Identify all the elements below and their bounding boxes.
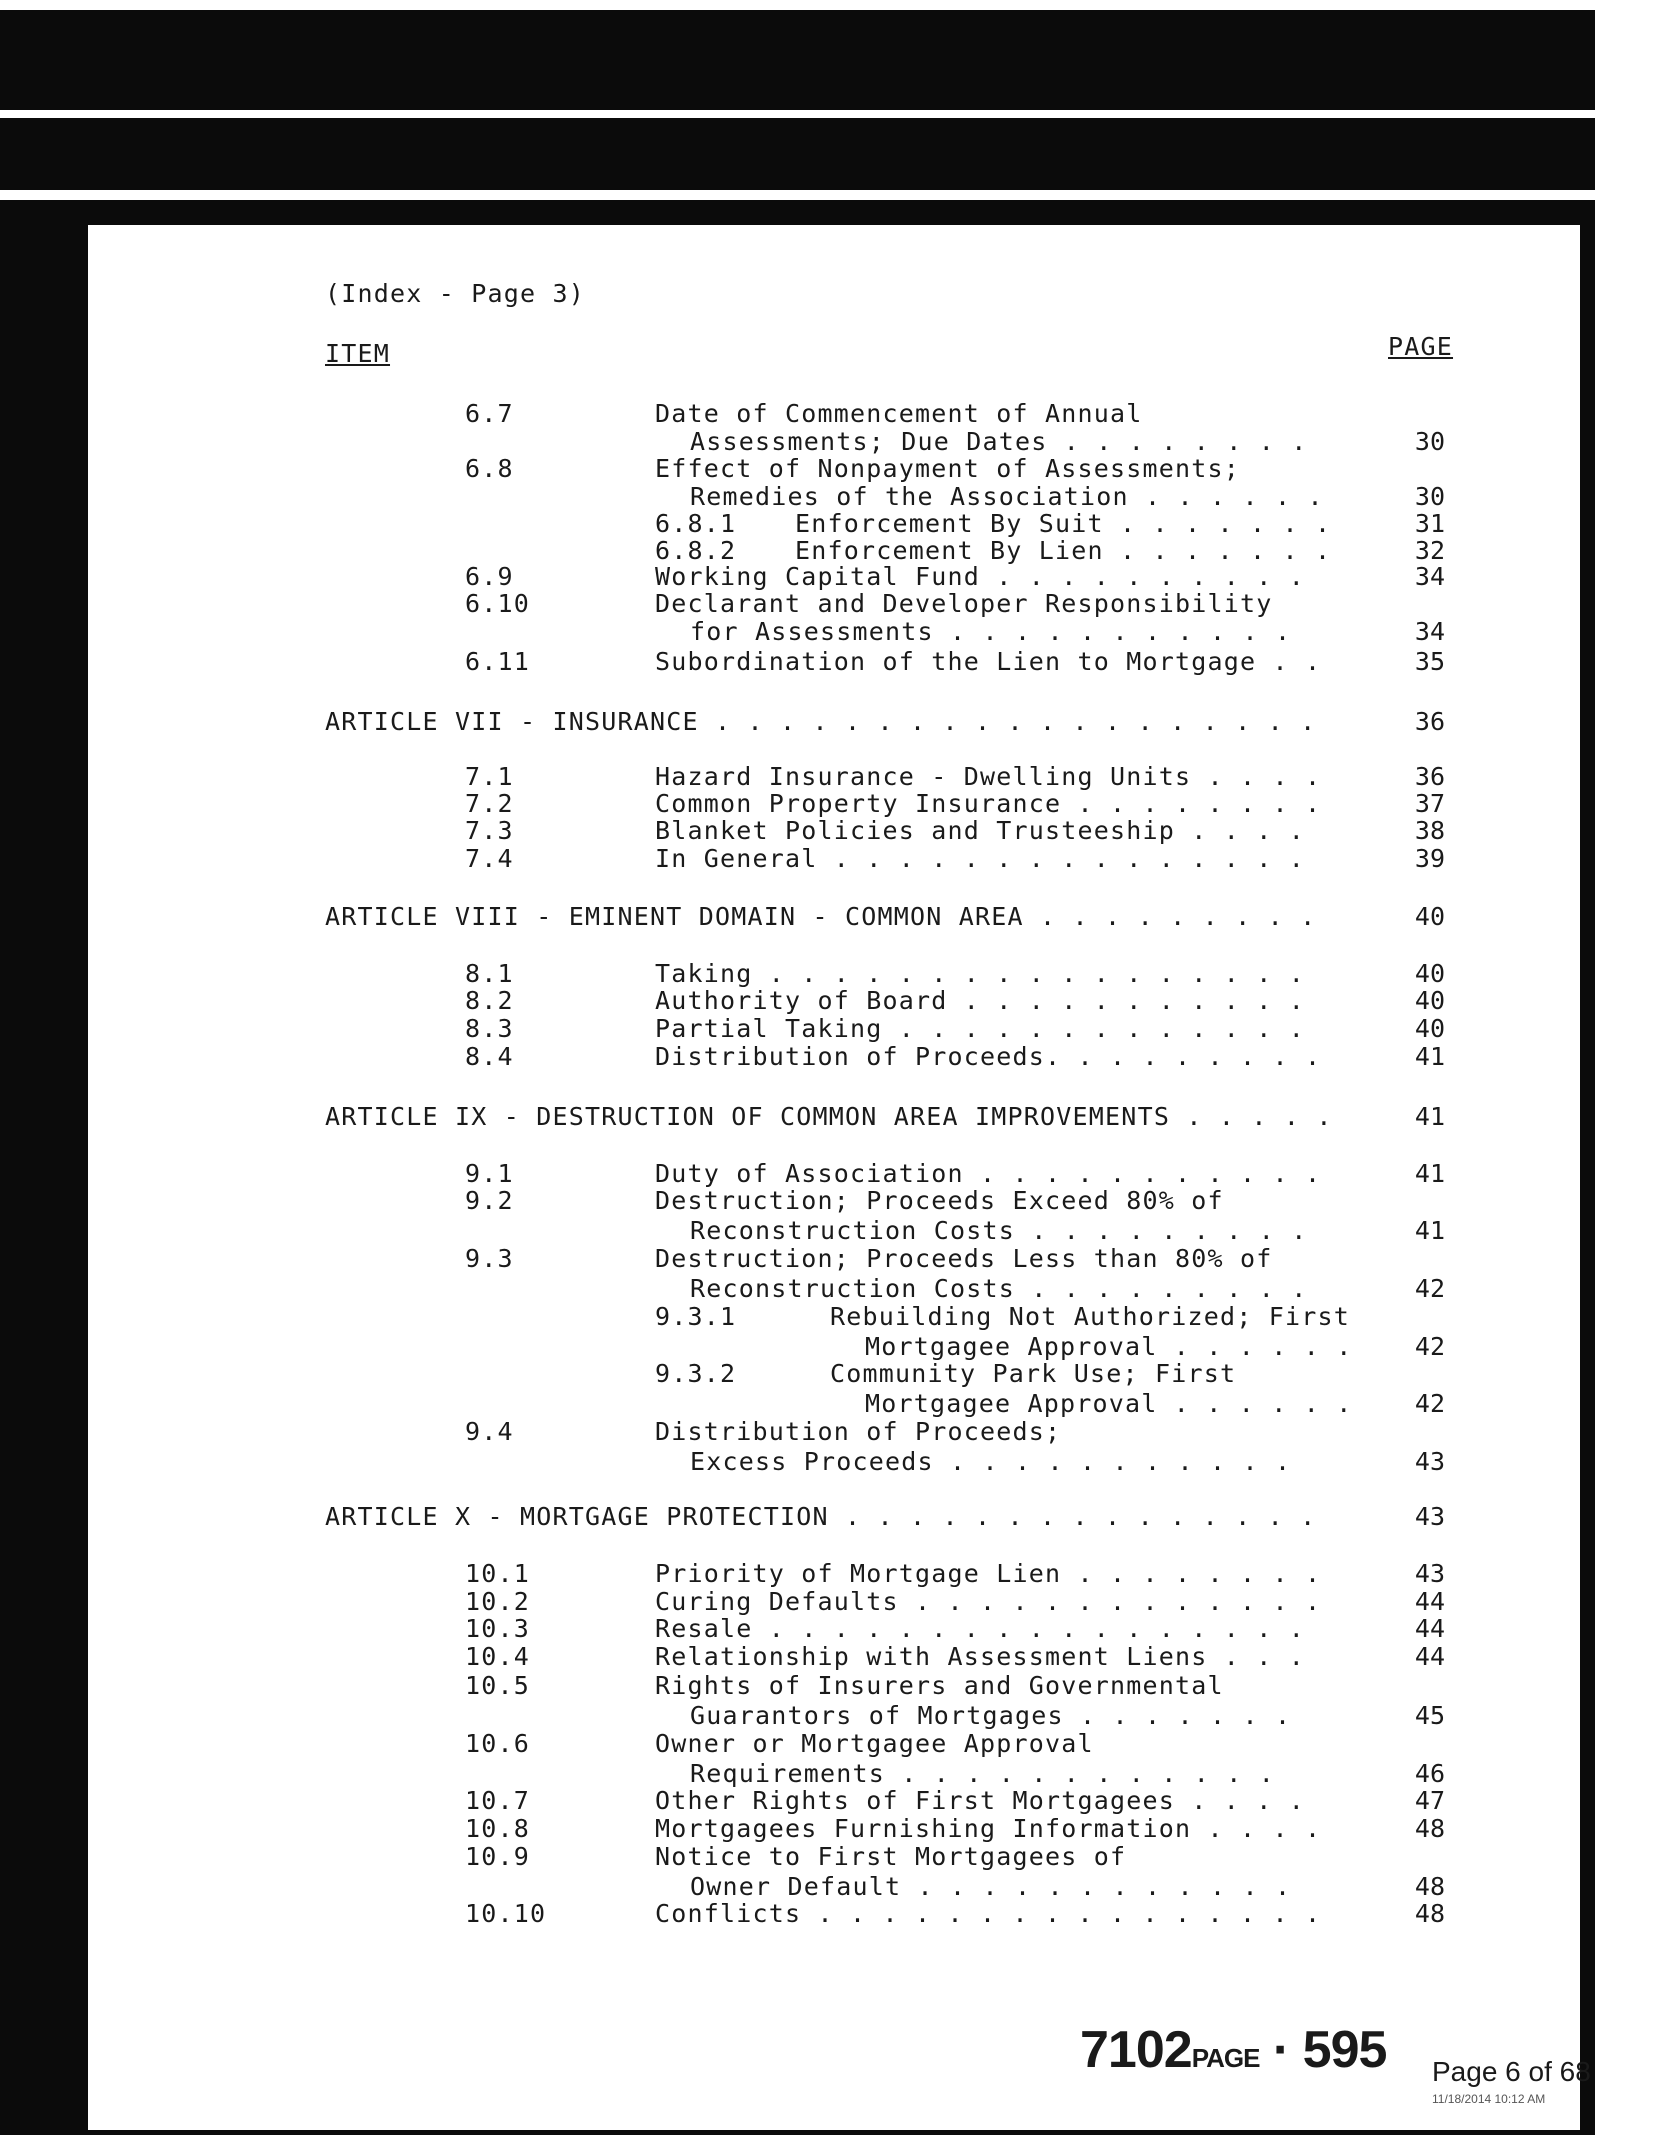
entry-title: Hazard Insurance - Dwelling Units . . . . (655, 762, 1322, 791)
entry-page-number: 35 (1414, 647, 1445, 676)
scan-stripe (0, 110, 1595, 118)
entry-title: Duty of Association . . . . . . . . . . . (655, 1159, 1322, 1188)
entry-title-continued: Reconstruction Costs . . . . . . . . . (690, 1216, 1308, 1245)
entry-number: 10.10 (465, 1899, 547, 1928)
entry-title: In General . . . . . . . . . . . . . . . (655, 844, 1306, 873)
entry-page-number: 48 (1414, 1872, 1445, 1901)
entry-title: Common Property Insurance . . . . . . . . (655, 789, 1322, 818)
page-word: PAGE (1191, 2043, 1260, 2073)
entry-title: Taking . . . . . . . . . . . . . . . . . (655, 959, 1306, 988)
entry-title: Authority of Board . . . . . . . . . . . (655, 986, 1306, 1015)
entry-page-number: 40 (1414, 1014, 1445, 1043)
entry-number: 7.3 (465, 816, 514, 845)
entry-title: Distribution of Proceeds. . . . . . . . . (655, 1042, 1322, 1071)
entry-number: 9.2 (465, 1186, 514, 1215)
entry-number: 7.4 (465, 844, 514, 873)
entry-page-number: 40 (1414, 902, 1445, 931)
entry-title: Effect of Nonpayment of Assessments; (655, 454, 1241, 483)
entry-title: Date of Commencement of Annual (655, 399, 1143, 428)
entry-title: Resale . . . . . . . . . . . . . . . . . (655, 1614, 1306, 1643)
entry-title: Priority of Mortgage Lien . . . . . . . . (655, 1559, 1322, 1588)
entry-page-number: 36 (1414, 762, 1445, 791)
entry-page-number: 41 (1414, 1102, 1445, 1131)
entry-number: 6.8 (465, 454, 514, 483)
entry-number: 10.5 (465, 1671, 531, 1700)
entry-number: 6.10 (465, 589, 531, 618)
entry-title: Enforcement By Suit . . . . . . . (795, 509, 1332, 538)
entry-title: Subordination of the Lien to Mortgage . . (655, 647, 1322, 676)
entry-title: Community Park Use; First (830, 1359, 1237, 1388)
entry-page-number: 30 (1414, 482, 1445, 511)
entry-title-continued: Remedies of the Association . . . . . . (690, 482, 1324, 511)
article-heading: ARTICLE X - MORTGAGE PROTECTION . . . . . . . . . . . . . . . (325, 1502, 1317, 1531)
entry-title: Curing Defaults . . . . . . . . . . . . . (655, 1587, 1322, 1616)
book-page-number: 595 (1302, 2021, 1387, 2079)
entry-title: Other Rights of First Mortgagees . . . . (655, 1786, 1306, 1815)
entry-number: 9.1 (465, 1159, 514, 1188)
entry-number: 7.1 (465, 762, 514, 791)
entry-page-number: 37 (1414, 789, 1445, 818)
entry-title: Blanket Policies and Trusteeship . . . . (655, 816, 1306, 845)
book-number: 7102 (1080, 2021, 1192, 2079)
recorded-timestamp: 11/18/2014 10:12 AM (1432, 2092, 1546, 2106)
entry-number: 10.6 (465, 1729, 531, 1758)
entry-page-number: 48 (1414, 1899, 1445, 1928)
entry-number: 8.1 (465, 959, 514, 988)
entry-page-number: 44 (1414, 1587, 1445, 1616)
entry-page-number: 34 (1414, 562, 1445, 591)
entry-title-continued: for Assessments . . . . . . . . . . . (690, 617, 1292, 646)
entry-title: Declarant and Developer Responsibility (655, 589, 1273, 618)
entry-page-number: 45 (1414, 1701, 1445, 1730)
entry-title-continued: Requirements . . . . . . . . . . . . (690, 1759, 1276, 1788)
entry-page-number: 43 (1414, 1502, 1445, 1531)
entry-number: 9.3.2 (655, 1359, 737, 1388)
entry-page-number: 41 (1414, 1159, 1445, 1188)
entry-title: Destruction; Proceeds Less than 80% of (655, 1244, 1273, 1273)
entry-title-continued: Mortgagee Approval . . . . . . (865, 1389, 1353, 1418)
entry-number: 10.2 (465, 1587, 531, 1616)
entry-page-number: 39 (1414, 844, 1445, 873)
entry-title: Working Capital Fund . . . . . . . . . . (655, 562, 1306, 591)
entry-number: 6.8.1 (655, 509, 737, 538)
entry-title: Enforcement By Lien . . . . . . . (795, 536, 1332, 565)
entry-title-continued: Excess Proceeds . . . . . . . . . . . (690, 1447, 1292, 1476)
entry-page-number: 38 (1414, 816, 1445, 845)
entry-title: Rights of Insurers and Governmental (655, 1671, 1224, 1700)
entry-title: Distribution of Proceeds; (655, 1417, 1062, 1446)
entry-title-continued: Assessments; Due Dates . . . . . . . . (690, 427, 1308, 456)
article-heading: ARTICLE IX - DESTRUCTION OF COMMON AREA IMPROVEMENTS . . . . . (325, 1102, 1333, 1131)
entry-page-number: 44 (1414, 1614, 1445, 1643)
page-column-heading: PAGE (1388, 332, 1454, 361)
entry-number: 10.3 (465, 1614, 531, 1643)
entry-page-number: 47 (1414, 1786, 1445, 1815)
page-of-label: Page 6 of 68 (1432, 2056, 1591, 2087)
entry-number: 6.11 (465, 647, 531, 676)
entry-page-number: 48 (1414, 1814, 1445, 1843)
entry-number: 10.8 (465, 1814, 531, 1843)
entry-page-number: 44 (1414, 1642, 1445, 1671)
entry-page-number: 43 (1414, 1559, 1445, 1588)
entry-title: Partial Taking . . . . . . . . . . . . . (655, 1014, 1306, 1043)
entry-page-number: 43 (1414, 1447, 1445, 1476)
entry-title: Destruction; Proceeds Exceed 80% of (655, 1186, 1224, 1215)
entry-number: 10.7 (465, 1786, 531, 1815)
entry-page-number: 46 (1414, 1759, 1445, 1788)
entry-title: Mortgagees Furnishing Information . . . . (655, 1814, 1322, 1843)
item-column-heading: ITEM (325, 339, 391, 368)
entry-title: Conflicts . . . . . . . . . . . . . . . . (655, 1899, 1322, 1928)
entry-title-continued: Reconstruction Costs . . . . . . . . . (690, 1274, 1308, 1303)
entry-number: 6.8.2 (655, 536, 737, 565)
entry-title: Owner or Mortgagee Approval (655, 1729, 1094, 1758)
entry-page-number: 40 (1414, 986, 1445, 1015)
entry-number: 6.7 (465, 399, 514, 428)
article-heading: ARTICLE VIII - EMINENT DOMAIN - COMMON AREA . . . . . . . . . (325, 902, 1317, 931)
entry-number: 9.3.1 (655, 1302, 737, 1331)
entry-page-number: 41 (1414, 1216, 1445, 1245)
entry-number: 8.4 (465, 1042, 514, 1071)
entry-page-number: 31 (1414, 509, 1445, 538)
entry-title-continued: Mortgagee Approval . . . . . . (865, 1332, 1353, 1361)
book-page-stamp: 7102PAGE · 595 (1080, 2021, 1387, 2079)
scan-top-band (0, 10, 1595, 190)
entry-page-number: 42 (1414, 1389, 1445, 1418)
entry-page-number: 30 (1414, 427, 1445, 456)
entry-page-number: 40 (1414, 959, 1445, 988)
entry-number: 10.1 (465, 1559, 531, 1588)
entry-number: 9.4 (465, 1417, 514, 1446)
entry-page-number: 36 (1414, 707, 1445, 736)
entry-title: Notice to First Mortgagees of (655, 1842, 1127, 1871)
entry-number: 10.9 (465, 1842, 531, 1871)
entry-page-number: 34 (1414, 617, 1445, 646)
index-page-label: (Index - Page 3) (325, 279, 586, 308)
entry-number: 6.9 (465, 562, 514, 591)
entry-title-continued: Owner Default . . . . . . . . . . . . (690, 1872, 1292, 1901)
entry-number: 8.3 (465, 1014, 514, 1043)
entry-page-number: 42 (1414, 1274, 1445, 1303)
article-heading: ARTICLE VII - INSURANCE . . . . . . . . . . . . . . . . . . . (325, 707, 1317, 736)
entry-title: Rebuilding Not Authorized; First (830, 1302, 1351, 1331)
entry-number: 9.3 (465, 1244, 514, 1273)
entry-title-continued: Guarantors of Mortgages . . . . . . . (690, 1701, 1292, 1730)
entry-title: Relationship with Assessment Liens . . . (655, 1642, 1306, 1671)
entry-number: 7.2 (465, 789, 514, 818)
entry-number: 10.4 (465, 1642, 531, 1671)
entry-page-number: 41 (1414, 1042, 1445, 1071)
entry-number: 8.2 (465, 986, 514, 1015)
entry-page-number: 42 (1414, 1332, 1445, 1361)
entry-page-number: 32 (1414, 536, 1445, 565)
